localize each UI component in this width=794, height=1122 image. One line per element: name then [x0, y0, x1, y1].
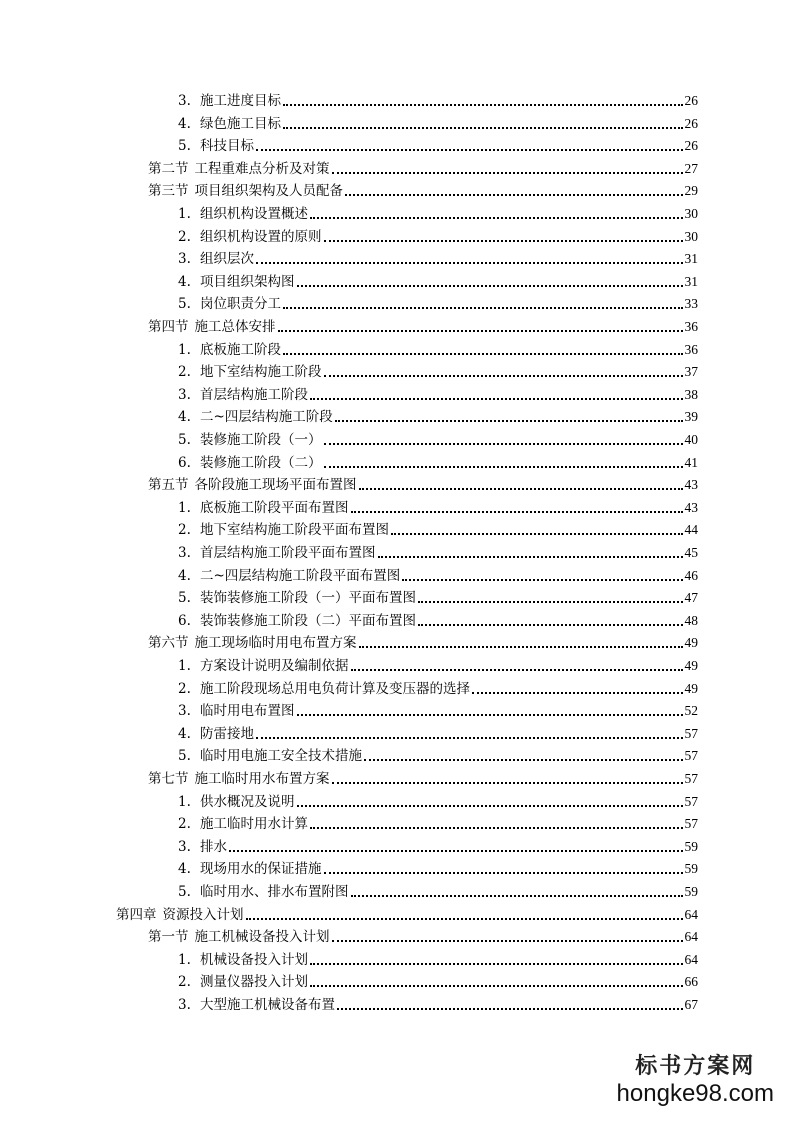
- toc-entry-title: 组织机构设置的原则: [200, 228, 322, 245]
- toc-entry-page-number: 33: [684, 296, 698, 312]
- dot-leader: [310, 398, 683, 400]
- dot-leader: [256, 737, 683, 739]
- toc-entry[interactable]: [178, 994, 698, 1014]
- toc-entry[interactable]: [178, 135, 698, 155]
- toc-entry-page-number: 41: [684, 454, 698, 470]
- toc-entry-number: 2.: [178, 522, 191, 539]
- toc-entry-title: 绿色施工目标: [200, 115, 281, 132]
- toc-entry[interactable]: [178, 497, 698, 517]
- dot-leader: [310, 985, 683, 987]
- toc-entry-title: 首层结构施工阶段平面布置图: [200, 545, 376, 561]
- toc-entry-number: 4.: [178, 273, 191, 290]
- toc-entry[interactable]: [178, 745, 698, 765]
- toc-entry-title: 装饰装修施工阶段（二）平面布置图: [200, 612, 416, 629]
- toc-entry-number: 1.: [178, 951, 191, 968]
- toc-entry-title: 装饰装修施工阶段（一）平面布置图: [200, 590, 416, 607]
- toc-entry-page-number: 31: [684, 273, 698, 289]
- toc-entry-page-number: 49: [684, 635, 698, 651]
- toc-entry-number: 第四章: [116, 906, 157, 923]
- dot-leader: [324, 240, 683, 242]
- toc-entry[interactable]: [178, 429, 698, 449]
- dot-leader: [283, 104, 683, 106]
- toc-entry-title: 地下室结构施工阶段: [200, 364, 322, 381]
- toc-entry-number: 第六节: [148, 635, 189, 652]
- toc-entry-title: 装修施工阶段（一）: [200, 432, 322, 448]
- dot-leader: [472, 692, 683, 694]
- toc-entry-title: 施工阶段现场总用电负荷计算及变压器的选择: [200, 680, 470, 697]
- dot-leader: [332, 940, 683, 942]
- toc-entry-page-number: 26: [684, 93, 698, 108]
- toc-entry-number: 5.: [178, 748, 191, 765]
- dot-leader: [359, 488, 683, 490]
- toc-entry[interactable]: [178, 452, 698, 472]
- toc-entry-number: 3.: [178, 545, 191, 561]
- dot-leader: [324, 872, 683, 874]
- toc-entry-page-number: 59: [684, 861, 698, 877]
- toc-entry-title: 底板施工阶段平面布置图: [200, 499, 349, 516]
- toc-entry[interactable]: [178, 203, 698, 223]
- dot-leader: [359, 646, 683, 648]
- toc-entry[interactable]: [148, 180, 698, 200]
- toc-entry-page-number: 45: [684, 545, 698, 560]
- dot-leader: [335, 420, 683, 422]
- toc-entry[interactable]: [148, 158, 698, 178]
- toc-entry[interactable]: [148, 926, 698, 946]
- toc-entry-page-number: 57: [684, 816, 698, 832]
- toc-entry-number: 2.: [178, 364, 191, 381]
- toc-entry[interactable]: [178, 339, 698, 359]
- toc-entry-number: 1.: [178, 206, 191, 222]
- toc-entry-page-number: 30: [684, 228, 698, 244]
- toc-entry-title: 组织机构设置概述: [200, 206, 308, 222]
- toc-entry-page-number: 57: [684, 748, 698, 764]
- dot-leader: [310, 217, 683, 219]
- dot-leader: [378, 556, 683, 558]
- toc-entry-page-number: 38: [684, 386, 698, 402]
- toc-entry-title: 工程重难点分析及对策: [194, 160, 330, 177]
- toc-entry[interactable]: [178, 881, 698, 901]
- toc-entry[interactable]: [178, 655, 698, 675]
- toc-entry-title: 底板施工阶段: [200, 341, 281, 358]
- toc-entry-title: 二~四层结构施工阶段平面布置图: [200, 567, 401, 584]
- toc-entry-number: 4.: [178, 861, 191, 878]
- toc-entry-title: 施工临时用水布置方案: [194, 771, 330, 787]
- dot-leader: [351, 511, 683, 513]
- toc-entry[interactable]: [178, 406, 698, 426]
- toc-entry-title: 岗位职责分工: [200, 296, 281, 313]
- toc-entry-number: 2.: [178, 680, 191, 697]
- toc-entry-page-number: 40: [684, 432, 698, 447]
- toc-entry-number: 5.: [178, 884, 191, 900]
- toc-entry[interactable]: [178, 248, 698, 268]
- toc-entry-number: 第三节: [148, 183, 189, 200]
- watermark-url: hongke98.com: [616, 1080, 774, 1107]
- toc-entry[interactable]: [178, 858, 698, 878]
- toc-entry-page-number: 57: [684, 771, 698, 786]
- toc-entry-page-number: 36: [684, 319, 698, 334]
- dot-leader: [283, 353, 683, 355]
- toc-entry-title: 临时用电布置图: [200, 703, 295, 720]
- dot-leader: [324, 375, 683, 377]
- toc-entry-page-number: 49: [684, 680, 698, 696]
- dot-leader: [364, 759, 683, 761]
- toc-entry[interactable]: [178, 113, 698, 133]
- toc-entry-page-number: 43: [684, 499, 698, 515]
- dot-leader: [402, 579, 682, 581]
- dot-leader: [351, 669, 683, 671]
- toc-entry-page-number: 27: [684, 160, 698, 176]
- toc-entry-page-number: 64: [684, 951, 698, 967]
- toc-entry[interactable]: [178, 836, 698, 856]
- dot-leader: [297, 714, 683, 716]
- dot-leader: [332, 172, 683, 174]
- toc-entry[interactable]: [178, 90, 698, 110]
- toc-entry-page-number: 36: [684, 341, 698, 357]
- dot-leader: [310, 827, 683, 829]
- toc-entry-title: 资源投入计划: [162, 906, 244, 923]
- toc-entry[interactable]: [178, 565, 698, 585]
- toc-entry-number: 5.: [178, 590, 191, 607]
- toc-entry[interactable]: [178, 293, 698, 313]
- toc-entry-title: 组织层次: [200, 251, 254, 268]
- toc-entry-title: 机械设备投入计划: [200, 951, 308, 968]
- dot-leader: [297, 805, 683, 807]
- watermark: [617, 1049, 774, 1108]
- toc-entry-page-number: 37: [684, 364, 698, 380]
- toc-entry-number: 2.: [178, 816, 191, 833]
- toc-entry-title: 施工现场临时用电布置方案: [194, 635, 357, 652]
- toc-entry[interactable]: [116, 904, 698, 924]
- toc-entry-page-number: 43: [684, 477, 698, 493]
- toc-entry-title: 方案设计说明及编制依据: [200, 658, 349, 674]
- toc-entry-page-number: 59: [684, 884, 698, 899]
- toc-entry-title: 二~四层结构施工阶段: [200, 409, 333, 426]
- toc-entry-title: 测量仪器投入计划: [200, 974, 308, 991]
- toc-entry-page-number: 47: [684, 590, 698, 606]
- toc-entry-page-number: 49: [684, 658, 698, 673]
- toc-entry-page-number: 66: [684, 974, 698, 990]
- toc-entry-page-number: 57: [684, 725, 698, 741]
- toc-entry-title: 地下室结构施工阶段平面布置图: [200, 522, 389, 539]
- toc-entry-number: 第一节: [148, 929, 189, 946]
- toc-entry-title: 现场用水的保证措施: [200, 861, 322, 878]
- toc-entry-number: 1.: [178, 658, 191, 674]
- toc-entry-number: 2.: [178, 974, 191, 991]
- toc-entry-number: 第二节: [148, 160, 189, 177]
- toc-entry[interactable]: [178, 700, 698, 720]
- toc-entry-title: 施工临时用水计算: [200, 816, 308, 833]
- dot-leader: [283, 307, 683, 309]
- toc-entry[interactable]: [178, 949, 698, 969]
- toc-entry-title: 大型施工机械设备布置: [200, 997, 335, 1013]
- toc-entry-title: 临时用电施工安全技术措施: [200, 748, 362, 765]
- toc-entry-number: 3.: [178, 93, 191, 109]
- toc-entry-number: 1.: [178, 341, 191, 358]
- toc-entry[interactable]: [178, 542, 698, 562]
- toc-entry-title: 施工机械设备投入计划: [194, 929, 330, 946]
- toc-entry-number: 3.: [178, 997, 191, 1013]
- toc-entry[interactable]: [178, 971, 698, 991]
- toc-entry[interactable]: [148, 632, 698, 652]
- toc-entry-page-number: 59: [684, 838, 698, 854]
- toc-entry[interactable]: [178, 587, 698, 607]
- toc-entry-number: 1.: [178, 793, 191, 810]
- toc-entry-title: 施工进度目标: [200, 93, 281, 109]
- toc-entry[interactable]: [178, 610, 698, 630]
- toc-entry-number: 3.: [178, 838, 191, 855]
- toc-entry-title: 临时用水、排水布置附图: [200, 884, 349, 900]
- toc-entry-page-number: 67: [684, 997, 698, 1012]
- toc-entry-number: 5.: [178, 138, 191, 155]
- toc-entry[interactable]: [178, 813, 698, 833]
- toc-entry-number: 1.: [178, 499, 191, 516]
- toc-entry-page-number: 64: [684, 906, 698, 922]
- dot-leader: [345, 194, 683, 196]
- toc-entry-page-number: 46: [684, 567, 698, 583]
- toc-entry-page-number: 48: [684, 612, 698, 628]
- toc-entry[interactable]: [178, 791, 698, 811]
- toc-entry-number: 4.: [178, 725, 191, 742]
- toc-entry-title: 防雷接地: [200, 725, 254, 742]
- toc-entry-title: 项目组织架构图: [200, 273, 295, 290]
- dot-leader: [229, 850, 683, 852]
- toc-entry[interactable]: [178, 723, 698, 743]
- toc-entry-number: 4.: [178, 409, 191, 426]
- toc-entry-number: 第七节: [148, 771, 189, 787]
- toc-entry-page-number: 26: [684, 138, 698, 154]
- toc-entry-number: 6.: [178, 612, 191, 629]
- toc-entry-page-number: 64: [684, 929, 698, 945]
- toc-entry[interactable]: [178, 271, 698, 291]
- toc-entry[interactable]: [148, 316, 698, 336]
- toc-entry-page-number: 26: [684, 115, 698, 131]
- toc-entry-title: 供水概况及说明: [200, 793, 295, 810]
- toc-entry-page-number: 44: [684, 522, 698, 538]
- dot-leader: [337, 1008, 683, 1010]
- dot-leader: [391, 533, 683, 535]
- toc-entry-number: 5.: [178, 432, 191, 448]
- toc-entry[interactable]: [178, 361, 698, 381]
- toc-entry-title: 科技目标: [200, 138, 254, 155]
- dot-leader: [256, 262, 683, 264]
- toc-entry[interactable]: [178, 226, 698, 246]
- toc-entry-number: 4.: [178, 567, 191, 584]
- toc-entry[interactable]: [178, 678, 698, 698]
- toc-entry-title: 施工总体安排: [194, 319, 276, 335]
- toc-entry-page-number: 52: [684, 703, 698, 719]
- dot-leader: [246, 918, 683, 920]
- toc-entry-number: 2.: [178, 228, 191, 245]
- dot-leader: [256, 149, 683, 151]
- dot-leader: [310, 963, 683, 965]
- toc-entry-title: 各阶段施工现场平面布置图: [194, 477, 357, 494]
- dot-leader: [332, 782, 683, 784]
- toc-entry-number: 第五节: [148, 477, 189, 494]
- toc-entry-title: 项目组织架构及人员配备: [194, 183, 343, 200]
- dot-leader: [324, 466, 683, 468]
- toc-entry-number: 3.: [178, 251, 191, 268]
- toc-entry-title: 首层结构施工阶段: [200, 386, 308, 403]
- toc-entry-number: 3.: [178, 703, 191, 720]
- toc-entry-number: 5.: [178, 296, 191, 313]
- toc-entry-number: 4.: [178, 115, 191, 132]
- toc-entry-number: 第四节: [148, 319, 189, 335]
- dot-leader: [418, 624, 683, 626]
- toc-entry-title: 装修施工阶段（二）: [200, 454, 322, 471]
- toc-entry-page-number: 57: [684, 793, 698, 809]
- toc-entry-page-number: 31: [684, 251, 698, 267]
- toc-entry[interactable]: [178, 384, 698, 404]
- dot-leader: [351, 895, 683, 897]
- toc-entry-number: 3.: [178, 386, 191, 403]
- toc-entry[interactable]: [148, 474, 698, 494]
- watermark-title: 标书方案网: [635, 1054, 756, 1079]
- toc-entry-title: 排水: [200, 838, 227, 855]
- dot-leader: [297, 285, 683, 287]
- toc-entry-page-number: 30: [684, 206, 698, 221]
- toc-entry-page-number: 29: [684, 183, 698, 199]
- dot-leader: [283, 127, 683, 129]
- toc-entry[interactable]: [178, 519, 698, 539]
- dot-leader: [278, 330, 683, 332]
- toc-entry[interactable]: [148, 768, 698, 788]
- toc-entry-number: 6.: [178, 454, 191, 471]
- dot-leader: [324, 443, 683, 445]
- toc-entry-page-number: 39: [684, 409, 698, 425]
- dot-leader: [418, 601, 683, 603]
